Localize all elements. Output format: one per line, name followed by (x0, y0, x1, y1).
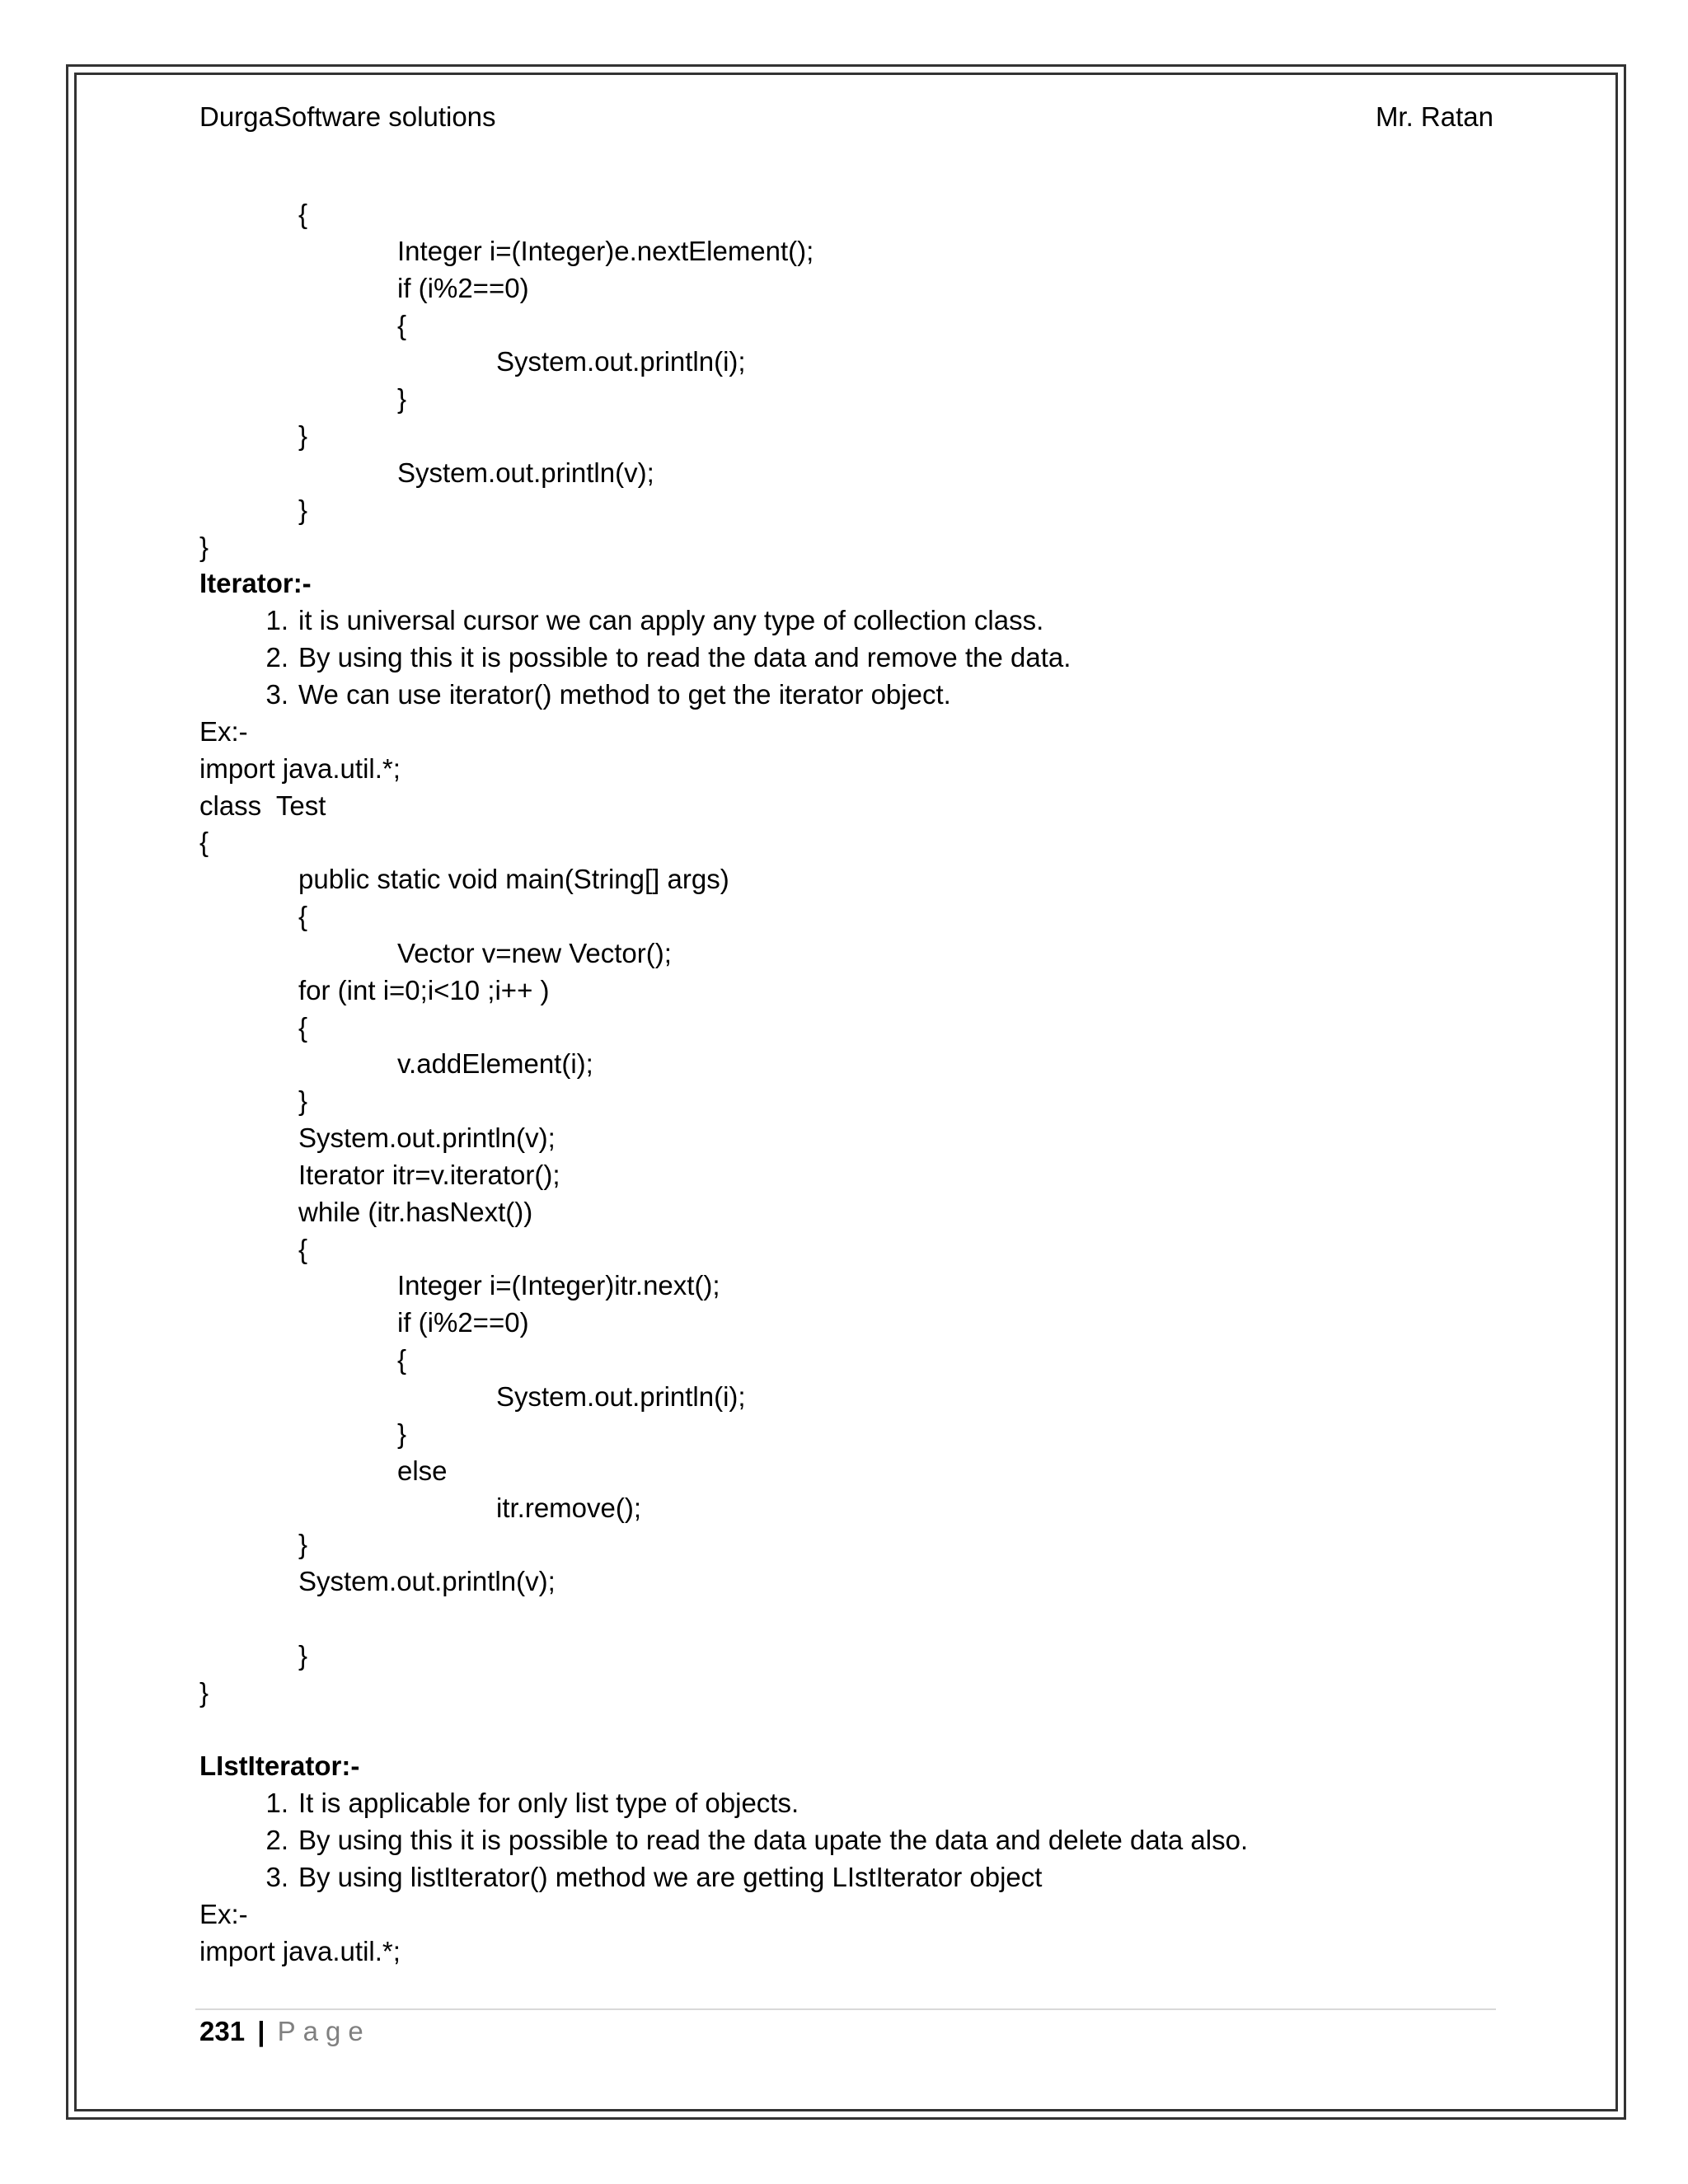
code-line: import java.util.*; (199, 1935, 401, 1966)
list-item (199, 602, 1518, 640)
code-line: } (199, 531, 209, 562)
list-item (199, 640, 1518, 677)
code-line: while (itr.hasNext()) (298, 1196, 533, 1227)
code-line: System.out.println(v); (298, 1122, 556, 1154)
code-line: { (298, 1233, 308, 1264)
code-line: for (int i=0;i<10 ;i++ ) (298, 974, 550, 1005)
header-company: DurgaSoftware solutions (199, 101, 496, 132)
list-item-text: By using this it is possible to read the data and remove the data. (298, 642, 1071, 673)
footer-divider (195, 2008, 1496, 2010)
code-line: { (298, 901, 308, 932)
list-item-number: 1. (265, 1788, 288, 1819)
code-line: else (397, 1455, 448, 1486)
page-label: Page (277, 2016, 371, 2046)
code-line: { (199, 827, 209, 858)
code-line: } (397, 383, 407, 415)
page-number: 231 (199, 2016, 246, 2046)
code-line: Iterator itr=v.iterator(); (298, 1159, 560, 1190)
code-line: System.out.println(v); (397, 457, 654, 488)
page-header (199, 99, 1493, 135)
list-item (199, 1859, 1518, 1896)
code-line: System.out.println(i); (496, 1381, 746, 1412)
code-line: if (i%2==0) (397, 1307, 529, 1338)
list-item-text: it is universal cursor we can apply any type of collection class. (298, 605, 1044, 636)
section-heading: Iterator:- (199, 568, 312, 599)
list-item-text: It is applicable for only list type of objects. (298, 1788, 799, 1819)
code-line: } (298, 420, 308, 452)
list-item (199, 677, 1518, 714)
code-line: } (298, 1085, 308, 1117)
list-item-text: We can use iterator() method to get the iterator object. (298, 678, 951, 710)
code-line: System.out.println(v); (298, 1566, 556, 1597)
code-line: Integer i=(Integer)e.nextElement(); (397, 235, 814, 266)
list-item-text: By using listIterator() method we are getting LIstIterator object (298, 1861, 1043, 1892)
list-item-number: 1. (265, 605, 288, 636)
code-line: if (i%2==0) (397, 272, 529, 303)
code-line: } (298, 1639, 308, 1671)
code-line: } (298, 1529, 308, 1560)
code-line: public static void main(String[] args) (298, 864, 729, 895)
list-item-number: 3. (265, 1861, 288, 1892)
code-line: Vector v=new Vector(); (397, 937, 672, 968)
list-item-text: By using this it is possible to read the data upate the data and delete data also. (298, 1825, 1249, 1856)
code-line: Integer i=(Integer)itr.next(); (397, 1270, 720, 1301)
code-line: } (199, 1676, 209, 1708)
code-line: Ex:- (199, 1898, 248, 1929)
footer-separator: | (257, 2016, 265, 2046)
list-item (199, 1822, 1518, 1859)
code-line: { (298, 199, 308, 229)
section-heading: LIstIterator:- (199, 1750, 360, 1782)
list-item-number: 2. (265, 642, 288, 673)
code-line: System.out.println(i); (496, 346, 746, 377)
page-footer (199, 2013, 371, 2050)
code-line: { (298, 1011, 308, 1043)
code-line: } (397, 1418, 407, 1449)
code-line: Ex:- (199, 715, 248, 747)
code-line: } (298, 494, 308, 525)
header-author: Mr. Ratan (1375, 101, 1493, 132)
code-line: itr.remove(); (496, 1492, 642, 1523)
list-item-number: 2. (265, 1825, 288, 1856)
code-line: import java.util.*; (199, 752, 401, 784)
document-body (199, 196, 1518, 1971)
list-item (199, 1785, 1518, 1822)
code-line: class Test (199, 790, 326, 821)
list-item-number: 3. (265, 678, 288, 710)
code-line (199, 1601, 1518, 1638)
code-line: v.addElement(i); (397, 1048, 593, 1080)
code-line (199, 1712, 1518, 1749)
code-line: { (397, 1344, 407, 1376)
code-line: { (397, 309, 407, 340)
